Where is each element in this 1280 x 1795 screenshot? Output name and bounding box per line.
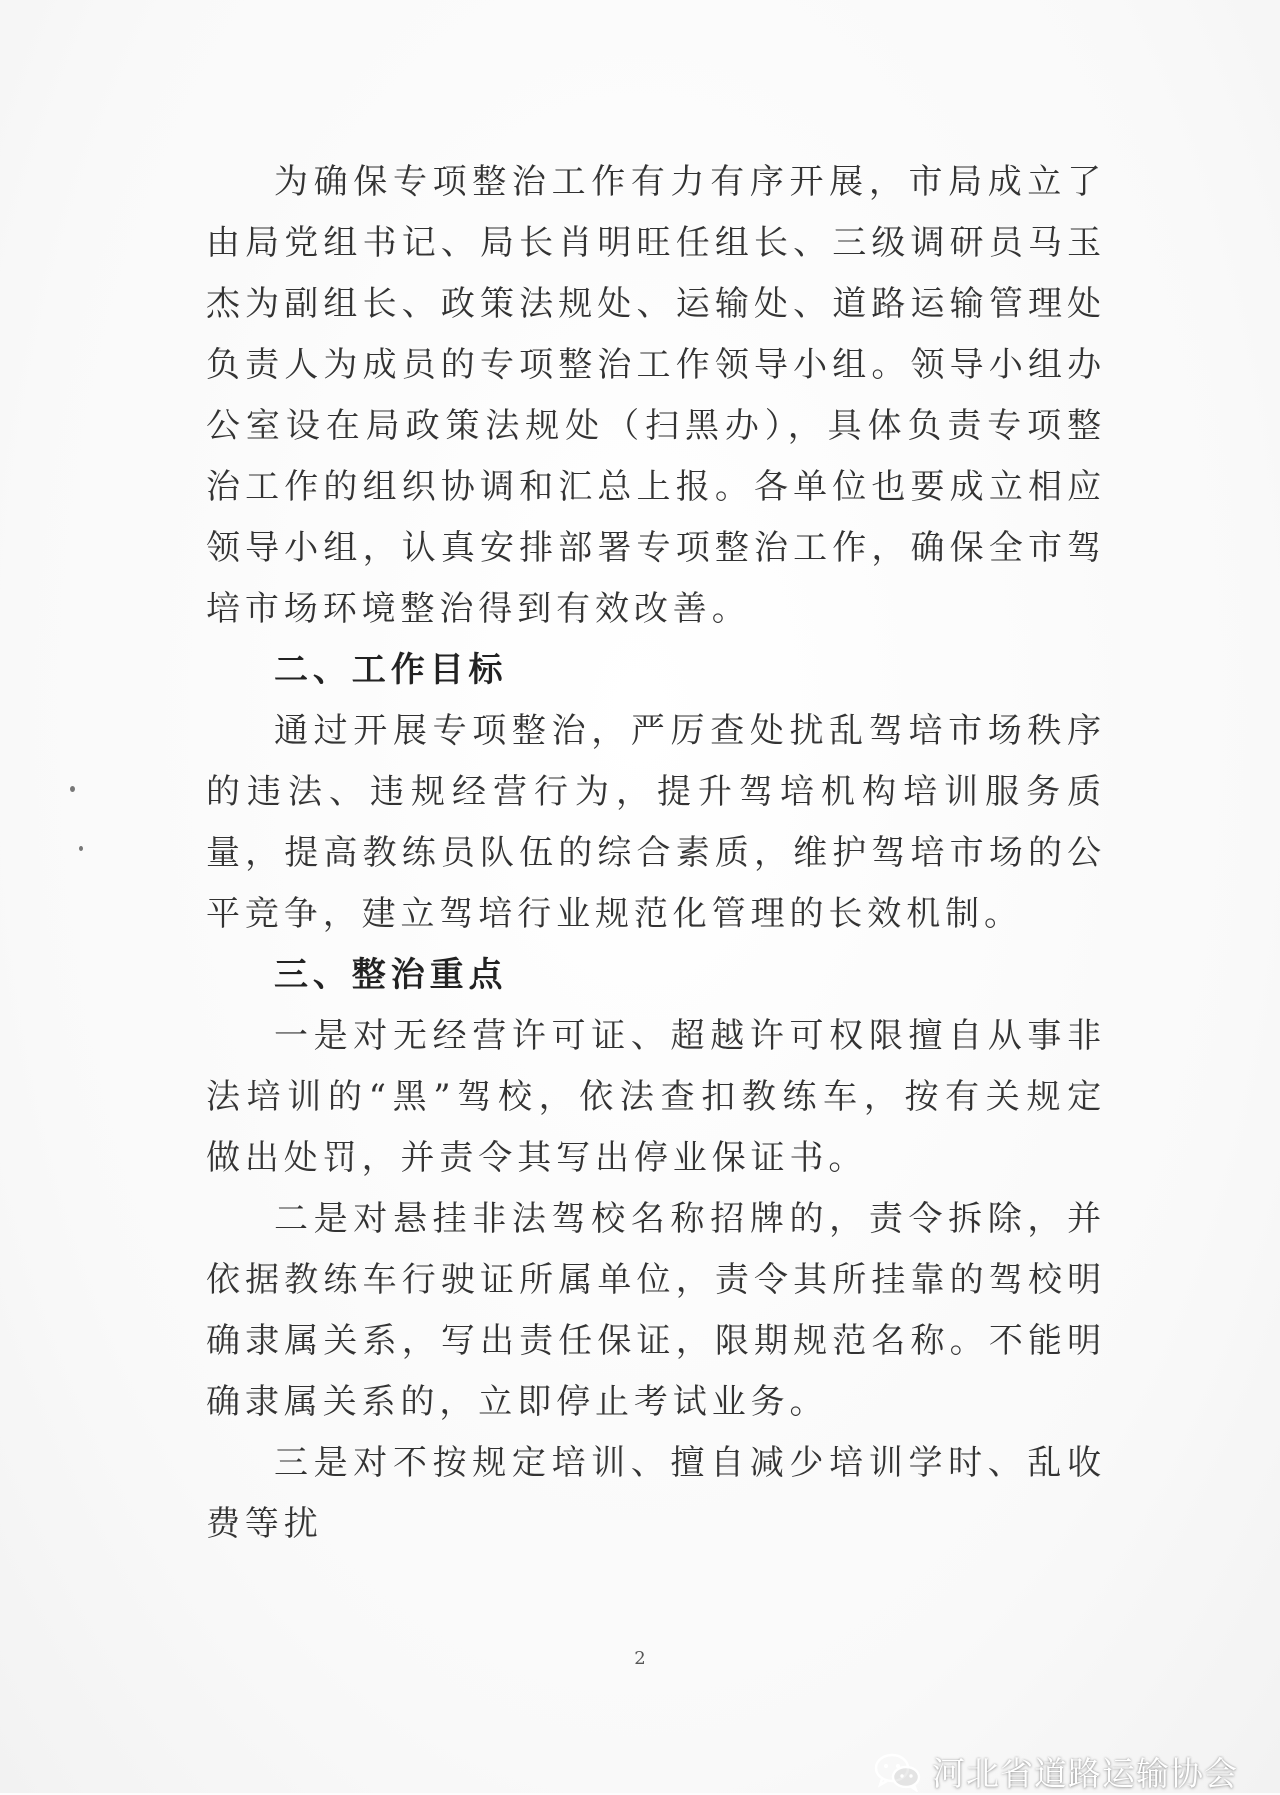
paragraph-point-two: 二是对悬挂非法驾校名称招牌的，责令拆除，并依据教练车行驶证所属单位，责令其所挂靠的驾校明确隶属关系，写出责任保证，限期规范名称。不能明确隶属关系的，立即停止考试业务。 bbox=[206, 1199, 1106, 1422]
heading-key-points: 三、整治重点 bbox=[274, 955, 508, 995]
heading-work-goals: 二、工作目标 bbox=[274, 650, 508, 690]
paragraph-work-goals: 通过开展专项整治，严厉查处扰乱驾培市场秩序的违法、违规经营行为，提升驾培机构培训服务质量，提高教练员队伍的综合素质，维护驾培市场的公平竞争，建立驾培行业规范化管理的长效机制。 bbox=[206, 711, 1106, 934]
body-text bbox=[206, 152, 1106, 1555]
wechat-icon bbox=[874, 1752, 922, 1792]
paragraph-point-one: 一是对无经营许可证、超越许可权限擅自从事非法培训的“黑”驾校，依法查扣教练车，按有关规定做出处罚，并责令其写出停业保证书。 bbox=[206, 1016, 1106, 1178]
scan-speck bbox=[70, 786, 75, 792]
paragraph-leadership-group: 为确保专项整治工作有力有序开展，市局成立了由局党组书记、局长肖明旺任组长、三级调研员马玉杰为副组长、政策法规处、运输处、道路运输管理处负责人为成员的专项整治工作领导小组。领导小组办公室设在局政策法规处（扫黑办），具体负责专项整治工作的组织协调和汇总上报。各单位也要成立相应领导小组，认真安排部署专项整治工作，确保全市驾培市场环境整治得到有效改善。 bbox=[206, 162, 1106, 629]
source-watermark bbox=[874, 1748, 1238, 1795]
page-number: 2 bbox=[634, 1648, 646, 1669]
watermark-text: 河北省道路运输协会 bbox=[932, 1754, 1238, 1793]
scan-speck bbox=[79, 846, 83, 851]
paragraph-point-three: 三是对不按规定培训、擅自减少培训学时、乱收费等扰 bbox=[206, 1443, 1106, 1544]
